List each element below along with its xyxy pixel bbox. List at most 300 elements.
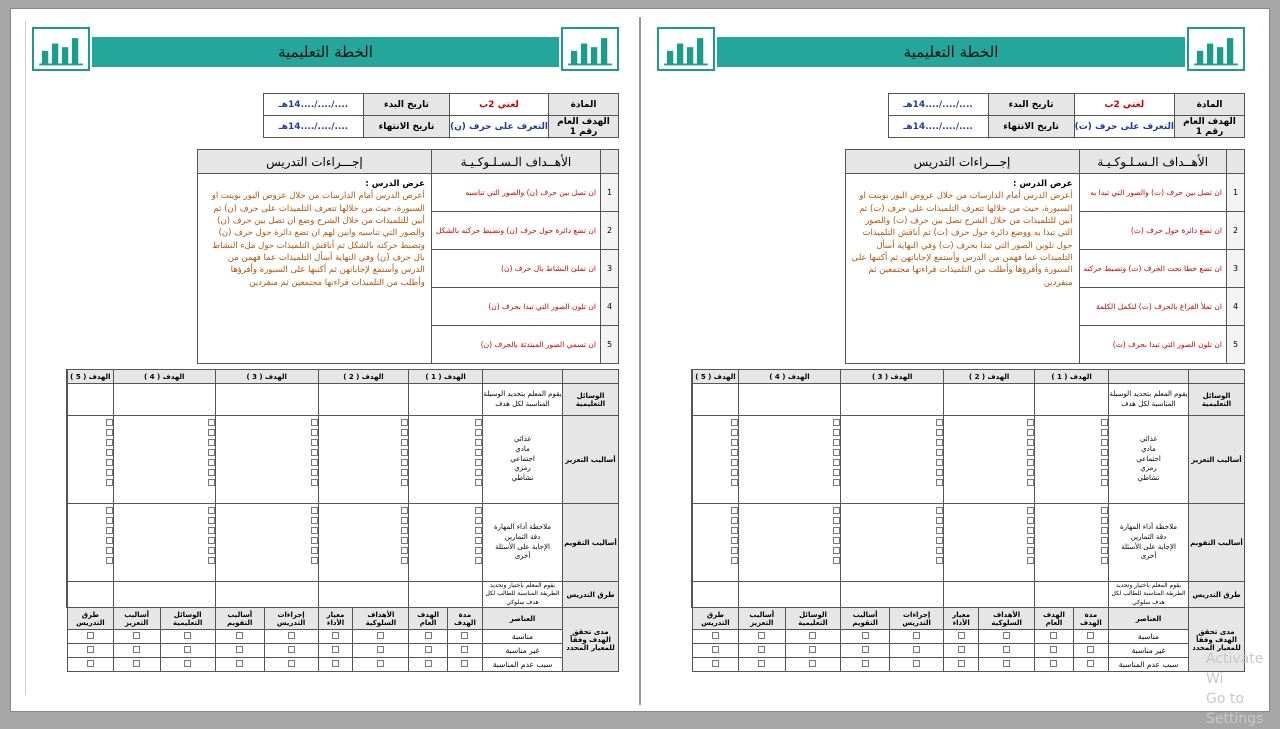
methods-row-goal-cell[interactable] (1035, 582, 1109, 608)
checkbox[interactable] (1101, 517, 1108, 524)
review-cell[interactable] (409, 658, 448, 672)
review-cell[interactable] (693, 630, 739, 644)
review-cell[interactable] (890, 644, 944, 658)
review-cell[interactable] (841, 644, 890, 658)
checkbox[interactable] (1027, 527, 1034, 534)
review-cell[interactable] (264, 630, 318, 644)
info-table (888, 93, 1245, 138)
aids-row-goal-cell[interactable] (68, 384, 114, 416)
review-cell[interactable] (160, 658, 215, 672)
aids-row-goal-cell[interactable] (738, 384, 840, 416)
checkbox[interactable] (475, 479, 482, 486)
checkbox[interactable] (106, 527, 113, 534)
checkbox[interactable] (401, 459, 408, 466)
checkbox[interactable] (936, 547, 943, 554)
review-cell[interactable] (890, 658, 944, 672)
methods-row-goal-cell[interactable] (738, 582, 840, 608)
checkbox[interactable] (208, 449, 215, 456)
review-cell[interactable] (409, 644, 448, 658)
review-cell[interactable] (318, 658, 353, 672)
checkbox[interactable] (311, 517, 318, 524)
review-cell[interactable] (944, 630, 979, 644)
aids-row-goal-cell[interactable] (113, 384, 215, 416)
goals-header-row (67, 370, 619, 384)
checkbox[interactable] (913, 632, 920, 639)
checkbox[interactable] (1027, 557, 1034, 564)
review-cell[interactable] (738, 630, 785, 644)
checkbox[interactable] (475, 517, 482, 524)
checkbox[interactable] (475, 439, 482, 446)
review-cell[interactable] (68, 644, 114, 658)
checkbox[interactable] (833, 459, 840, 466)
checkbox[interactable] (1087, 660, 1094, 667)
review-cell[interactable] (113, 644, 160, 658)
evaluation-row-goal-cell[interactable] (215, 504, 318, 582)
review-row-label: سبب عدم المناسبة (483, 658, 563, 672)
review-cell[interactable] (447, 658, 482, 672)
evaluation-row-goal-cell[interactable] (1035, 504, 1109, 582)
checkbox[interactable] (401, 479, 408, 486)
checkbox[interactable] (833, 449, 840, 456)
aids-row-goal-cell[interactable] (693, 384, 739, 416)
review-cell[interactable] (215, 658, 264, 672)
checkbox[interactable] (184, 646, 191, 653)
review-cell[interactable] (215, 630, 264, 644)
checkbox[interactable] (958, 632, 965, 639)
reinforcement-row-goal-cell[interactable] (1035, 416, 1109, 504)
review-cell[interactable] (890, 630, 944, 644)
checkbox[interactable] (1003, 646, 1010, 653)
checkbox[interactable] (1003, 632, 1010, 639)
methods-row (692, 582, 1245, 608)
checkbox[interactable] (425, 632, 432, 639)
checkbox[interactable] (377, 632, 384, 639)
checkbox[interactable] (731, 469, 738, 476)
checkbox[interactable] (106, 429, 113, 436)
checkbox[interactable] (1101, 507, 1108, 514)
review-cell[interactable] (353, 630, 409, 644)
review-cell[interactable] (1073, 630, 1108, 644)
checkbox[interactable] (1050, 660, 1057, 667)
checkbox[interactable] (1027, 439, 1034, 446)
review-cell[interactable] (785, 630, 840, 644)
checkbox[interactable] (1101, 469, 1108, 476)
checkbox[interactable] (731, 547, 738, 554)
reinforcement-row-goal-cell[interactable] (113, 416, 215, 504)
checkbox[interactable] (401, 419, 408, 426)
methods-row-goal-cell[interactable] (409, 582, 483, 608)
review-cell[interactable] (113, 630, 160, 644)
checkbox[interactable] (401, 557, 408, 564)
checkbox[interactable] (106, 479, 113, 486)
checkbox[interactable] (1101, 439, 1108, 446)
review-cell[interactable] (785, 644, 840, 658)
checkbox[interactable] (731, 537, 738, 544)
checkbox[interactable] (133, 646, 140, 653)
checkbox[interactable] (712, 646, 719, 653)
checkbox[interactable] (475, 459, 482, 466)
checkbox[interactable] (106, 507, 113, 514)
checkbox[interactable] (311, 469, 318, 476)
checkbox[interactable] (1003, 660, 1010, 667)
objective-row (197, 174, 618, 212)
checkbox[interactable] (461, 646, 468, 653)
checkbox[interactable] (133, 660, 140, 667)
checkbox[interactable] (833, 537, 840, 544)
checkbox[interactable] (936, 429, 943, 436)
reinforcement-row-goal-cell[interactable] (68, 416, 114, 504)
checkbox[interactable] (236, 632, 243, 639)
review-cell[interactable] (160, 644, 215, 658)
checkbox[interactable] (208, 517, 215, 524)
reinforcement-row-goal-cell[interactable] (944, 416, 1035, 504)
checkbox[interactable] (106, 547, 113, 554)
checkbox[interactable] (936, 439, 943, 446)
evaluation-item: أخرى (1140, 552, 1157, 561)
checkbox[interactable] (1101, 419, 1108, 426)
review-cell[interactable] (841, 630, 890, 644)
corner-cell (1109, 370, 1189, 384)
checkbox[interactable] (208, 459, 215, 466)
checkbox[interactable] (1101, 459, 1108, 466)
checkbox[interactable] (208, 537, 215, 544)
checkbox[interactable] (758, 646, 765, 653)
checkbox[interactable] (87, 660, 94, 667)
checkbox[interactable] (311, 557, 318, 564)
checkbox[interactable] (936, 449, 943, 456)
checkbox[interactable] (862, 632, 869, 639)
checkbox[interactable] (1101, 429, 1108, 436)
review-cell[interactable] (264, 658, 318, 672)
checkbox[interactable] (133, 632, 140, 639)
review-cell[interactable] (979, 630, 1035, 644)
checkbox[interactable] (936, 537, 943, 544)
checkbox[interactable] (1027, 517, 1034, 524)
checkbox[interactable] (1101, 537, 1108, 544)
checkbox[interactable] (712, 660, 719, 667)
evaluation-row-goal-cell[interactable] (841, 504, 944, 582)
review-cell[interactable] (841, 658, 890, 672)
checkbox[interactable] (731, 527, 738, 534)
checkbox[interactable] (208, 527, 215, 534)
evaluation-row-goal-cell[interactable] (944, 504, 1035, 582)
review-cell[interactable] (318, 630, 353, 644)
checkbox[interactable] (731, 517, 738, 524)
review-cell[interactable] (264, 644, 318, 658)
checkbox[interactable] (936, 419, 943, 426)
checkbox[interactable] (208, 507, 215, 514)
checkbox[interactable] (731, 429, 738, 436)
checkbox[interactable] (833, 439, 840, 446)
checkbox[interactable] (106, 459, 113, 466)
checkbox[interactable] (758, 632, 765, 639)
checkbox[interactable] (106, 419, 113, 426)
checkbox[interactable] (184, 632, 191, 639)
procedures-header: إجـــراءات التدريس (197, 150, 431, 174)
checkbox[interactable] (1027, 537, 1034, 544)
checkbox[interactable] (208, 419, 215, 426)
checkbox[interactable] (475, 419, 482, 426)
checkbox[interactable] (475, 469, 482, 476)
checkbox[interactable] (475, 507, 482, 514)
review-cell[interactable] (113, 658, 160, 672)
checkbox[interactable] (958, 646, 965, 653)
checkbox[interactable] (833, 419, 840, 426)
checkbox[interactable] (833, 557, 840, 564)
review-column-header: إجراءات التدريس (264, 608, 318, 630)
checkbox[interactable] (731, 507, 738, 514)
checkbox[interactable] (731, 459, 738, 466)
checkbox[interactable] (311, 459, 318, 466)
checkbox[interactable] (809, 632, 816, 639)
general-goal-value: التعرف على حرف (ت) (1074, 116, 1174, 138)
reinforcement-item: رمزي (1140, 464, 1157, 473)
checkbox[interactable] (1101, 449, 1108, 456)
checkbox[interactable] (862, 646, 869, 653)
checkbox[interactable] (208, 557, 215, 564)
methods-row-goal-cell[interactable] (113, 582, 215, 608)
reinforcement-row-goal-cell[interactable] (841, 416, 944, 504)
checkbox[interactable] (936, 527, 943, 534)
methods-row-goal-cell[interactable] (68, 582, 114, 608)
checkbox[interactable] (1050, 632, 1057, 639)
checkbox[interactable] (731, 479, 738, 486)
checkbox[interactable] (461, 660, 468, 667)
evaluation-row-goal-cell[interactable] (68, 504, 114, 582)
evaluation-item: أخرى (514, 552, 531, 561)
checkbox[interactable] (913, 660, 920, 667)
review-cell[interactable] (693, 658, 739, 672)
checkbox[interactable] (475, 527, 482, 534)
reinforcement-row-goal-cell[interactable] (318, 416, 409, 504)
review-cell[interactable] (1073, 658, 1108, 672)
checkbox[interactable] (236, 660, 243, 667)
checkbox[interactable] (425, 660, 432, 667)
checkbox[interactable] (106, 439, 113, 446)
reinforcement-row-goal-cell[interactable] (409, 416, 483, 504)
review-cell[interactable] (785, 658, 840, 672)
checkbox[interactable] (731, 439, 738, 446)
review-cell[interactable] (944, 658, 979, 672)
reinforcement-row-goal-cell[interactable] (693, 416, 739, 504)
elements-label: العناصر (1109, 608, 1189, 630)
checkbox[interactable] (1027, 429, 1034, 436)
review-cell[interactable] (353, 658, 409, 672)
checkbox[interactable] (833, 527, 840, 534)
checkbox[interactable] (106, 517, 113, 524)
checkbox[interactable] (1027, 459, 1034, 466)
checkbox[interactable] (833, 547, 840, 554)
checkbox[interactable] (184, 660, 191, 667)
objective-text: ان تضع دائرة حول حرف (ن) وتضبط حركته بالشكل (431, 212, 600, 250)
checkbox[interactable] (311, 507, 318, 514)
checkbox[interactable] (208, 479, 215, 486)
checkbox[interactable] (311, 527, 318, 534)
checkbox[interactable] (401, 449, 408, 456)
evaluation-row-goal-cell[interactable] (113, 504, 215, 582)
checkbox[interactable] (106, 537, 113, 544)
checkbox[interactable] (461, 632, 468, 639)
checkbox[interactable] (475, 537, 482, 544)
review-cell[interactable] (738, 644, 785, 658)
checkbox[interactable] (401, 547, 408, 554)
checkbox[interactable] (958, 660, 965, 667)
checkbox[interactable] (913, 646, 920, 653)
checkbox[interactable] (106, 557, 113, 564)
checkbox[interactable] (862, 660, 869, 667)
checkbox[interactable] (106, 469, 113, 476)
checkbox[interactable] (208, 547, 215, 554)
info-table (263, 93, 619, 138)
checkbox[interactable] (833, 429, 840, 436)
checkbox[interactable] (332, 632, 339, 639)
objective-number: 2 (601, 212, 619, 250)
review-cell[interactable] (979, 644, 1035, 658)
checkbox[interactable] (311, 547, 318, 554)
checkbox[interactable] (1027, 547, 1034, 554)
aids-row-goal-cell[interactable] (318, 384, 409, 416)
review-cell[interactable] (160, 630, 215, 644)
checkbox[interactable] (1101, 557, 1108, 564)
checkbox[interactable] (311, 449, 318, 456)
checkbox[interactable] (401, 439, 408, 446)
methods-row-goal-cell[interactable] (215, 582, 318, 608)
reinforcement-row-goal-cell[interactable] (215, 416, 318, 504)
review-cell[interactable] (693, 644, 739, 658)
checkbox[interactable] (311, 479, 318, 486)
checkbox[interactable] (288, 646, 295, 653)
objective-text: ان تصل بين حرف (ت) والصور التي تبدا به (1079, 174, 1227, 212)
methods-row-goal-cell[interactable] (841, 582, 944, 608)
review-cell[interactable] (738, 658, 785, 672)
review-cell[interactable] (1035, 658, 1074, 672)
checkbox[interactable] (833, 507, 840, 514)
checkbox[interactable] (311, 537, 318, 544)
evaluation-row-goal-cell[interactable] (738, 504, 840, 582)
checkbox[interactable] (288, 660, 295, 667)
checkbox[interactable] (87, 632, 94, 639)
aids-row-goal-cell[interactable] (409, 384, 483, 416)
methods-row-goal-cell[interactable] (944, 582, 1035, 608)
checkbox[interactable] (401, 517, 408, 524)
aids-row-goal-cell[interactable] (215, 384, 318, 416)
checkbox[interactable] (425, 646, 432, 653)
checkbox[interactable] (288, 632, 295, 639)
checkbox[interactable] (1027, 479, 1034, 486)
checkbox[interactable] (1087, 632, 1094, 639)
checkbox[interactable] (1101, 547, 1108, 554)
evaluation-row-goal-cell[interactable] (693, 504, 739, 582)
checkbox[interactable] (401, 469, 408, 476)
review-cell[interactable] (68, 658, 114, 672)
checkbox[interactable] (311, 419, 318, 426)
review-cell[interactable] (944, 644, 979, 658)
checkbox[interactable] (106, 449, 113, 456)
review-cell[interactable] (1035, 644, 1074, 658)
checkbox[interactable] (1027, 469, 1034, 476)
checkbox[interactable] (758, 660, 765, 667)
checkbox[interactable] (712, 632, 719, 639)
checkbox[interactable] (332, 660, 339, 667)
checkbox[interactable] (475, 557, 482, 564)
aids-row-goal-cell[interactable] (841, 384, 944, 416)
checkbox[interactable] (208, 439, 215, 446)
evaluation-row-goal-cell[interactable] (409, 504, 483, 582)
checkbox[interactable] (311, 429, 318, 436)
evaluation-row-goal-cell[interactable] (318, 504, 409, 582)
checkbox[interactable] (332, 646, 339, 653)
checkbox[interactable] (311, 439, 318, 446)
checkbox[interactable] (377, 646, 384, 653)
procedure-title: عرض الدرس : (1013, 179, 1073, 189)
checkbox[interactable] (1027, 419, 1034, 426)
checkbox[interactable] (833, 479, 840, 486)
checkbox[interactable] (936, 557, 943, 564)
checkbox[interactable] (809, 660, 816, 667)
checkbox[interactable] (401, 429, 408, 436)
checkbox[interactable] (1101, 479, 1108, 486)
checkbox[interactable] (87, 646, 94, 653)
aids-row-goal-cell[interactable] (1035, 384, 1109, 416)
checkbox[interactable] (236, 646, 243, 653)
checkbox[interactable] (208, 429, 215, 436)
reinforcement-item: مادي (515, 444, 530, 453)
checkbox[interactable] (833, 517, 840, 524)
review-cell[interactable] (215, 644, 264, 658)
checkbox[interactable] (809, 646, 816, 653)
checkbox[interactable] (731, 449, 738, 456)
checkbox[interactable] (475, 547, 482, 554)
checkbox[interactable] (401, 537, 408, 544)
checkbox[interactable] (1050, 646, 1057, 653)
checkbox[interactable] (936, 507, 943, 514)
methods-row-goal-cell[interactable] (693, 582, 739, 608)
review-cell[interactable] (447, 630, 482, 644)
objectives-table (197, 149, 619, 364)
reinforcement-row-goal-cell[interactable] (738, 416, 840, 504)
checkbox[interactable] (936, 517, 943, 524)
methods-row-goal-cell[interactable] (318, 582, 409, 608)
review-cell[interactable] (353, 644, 409, 658)
checkbox[interactable] (401, 527, 408, 534)
review-cell[interactable] (1035, 630, 1074, 644)
checkbox[interactable] (1087, 646, 1094, 653)
review-row (692, 630, 1245, 644)
objectives-table (845, 149, 1246, 364)
review-cell[interactable] (1073, 644, 1108, 658)
review-cell[interactable] (409, 630, 448, 644)
checkbox[interactable] (936, 469, 943, 476)
checkbox[interactable] (731, 557, 738, 564)
checkbox[interactable] (475, 429, 482, 436)
checkbox[interactable] (833, 469, 840, 476)
checkbox[interactable] (936, 459, 943, 466)
review-cell[interactable] (979, 658, 1035, 672)
checkbox[interactable] (1027, 449, 1034, 456)
checkbox[interactable] (208, 469, 215, 476)
aids-row-goal-cell[interactable] (944, 384, 1035, 416)
review-cell[interactable] (318, 644, 353, 658)
checkbox[interactable] (936, 479, 943, 486)
checkbox[interactable] (401, 507, 408, 514)
checkbox[interactable] (1101, 527, 1108, 534)
review-cell[interactable] (447, 644, 482, 658)
checkbox[interactable] (475, 449, 482, 456)
review-cell[interactable] (68, 630, 114, 644)
checkbox[interactable] (1027, 507, 1034, 514)
checkbox[interactable] (731, 419, 738, 426)
checkbox[interactable] (377, 660, 384, 667)
